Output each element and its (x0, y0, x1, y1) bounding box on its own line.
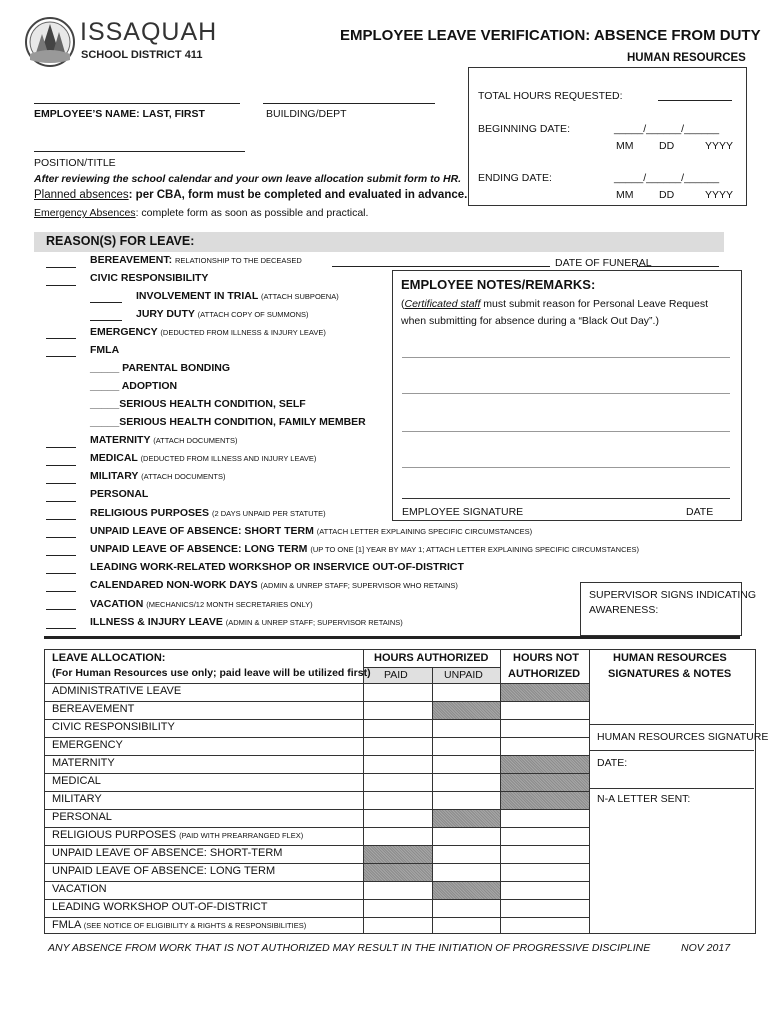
logo-district: SCHOOL DISTRICT 411 (81, 49, 203, 61)
date-box (468, 67, 747, 206)
checkbox-emergency[interactable] (46, 338, 76, 339)
employee-name-line[interactable] (34, 103, 240, 104)
hr-header-1: HUMAN RESOURCES (613, 652, 727, 664)
supervisor-line-2: AWARENESS: (589, 604, 659, 616)
hr-sig-line[interactable] (589, 724, 754, 725)
shade-admin-not-auth (501, 684, 589, 701)
not-authorized-header-1: HOURS NOT (513, 652, 579, 664)
planned-text: : per CBA, form must be completed and evaluated in advance. (128, 189, 468, 201)
alloc-row-military: MILITARY (52, 793, 102, 805)
position-label: POSITION/TITLE (34, 157, 116, 169)
alloc-row-unpaid-short: UNPAID LEAVE OF ABSENCE: SHORT-TERM (52, 847, 283, 859)
calendared-note: (ADMIN & UNREP STAFF; SUPERVISOR WHO RETAINS) (260, 581, 458, 590)
unpaid-long-note: (UP TO ONE [1] YEAR BY MAY 1; ATTACH LETTER EXPLAINING SPECIFIC CIRCUMSTANCES) (310, 545, 640, 554)
checkbox-bereavement[interactable] (46, 267, 76, 268)
alloc-row-unpaid-long: UNPAID LEAVE OF ABSENCE: LONG TERM (52, 865, 276, 877)
notes-line-4[interactable] (402, 467, 730, 468)
reason-parental[interactable]: _____ PARENTAL BONDING (90, 362, 231, 374)
shade-long-paid (364, 864, 432, 881)
unpaid-short-note: (ATTACH LETTER EXPLAINING SPECIFIC CIRCUMSTANCES) (316, 527, 533, 536)
emergency-note: (DEDUCTED FROM ILLNESS & INJURY LEAVE) (160, 328, 326, 337)
reason-jury (136, 308, 309, 320)
reason-adoption[interactable]: _____ ADOPTION (90, 380, 178, 392)
section-divider (44, 636, 740, 639)
reason-illness (90, 616, 403, 628)
emergency-text: : complete form as soon as possible and practical. (135, 207, 369, 219)
beginning-date-label: BEGINNING DATE: (478, 123, 570, 135)
religious-row-label: RELIGIOUS PURPOSES (52, 829, 177, 841)
footer-date: NOV 2017 (681, 942, 731, 954)
ending-date-field[interactable]: _____/______/______ (614, 172, 720, 184)
trial-note: (ATTACH SUBPOENA) (261, 292, 339, 301)
employee-name-label: EMPLOYEE’S NAME: LAST, FIRST (34, 108, 205, 120)
religious-row-note: (PAID WITH PREARRANGED FLEX) (179, 831, 304, 840)
shade-maternity-not-auth (501, 756, 589, 773)
fmla-row-note: (SEE NOTICE OF ELIGIBILITY & RIGHTS & RESPONSIBILITIES) (83, 921, 307, 930)
logo-name: ISSAQUAH (80, 18, 218, 46)
medical-note: (DEDUCTED FROM ILLNESS AND INJURY LEAVE) (140, 454, 317, 463)
hr-sig-bottom (589, 750, 754, 751)
na-letter-label[interactable]: N-A LETTER SENT: (597, 793, 691, 805)
alloc-row-line (44, 701, 590, 702)
reason-emergency (90, 326, 326, 338)
checkbox-vacation[interactable] (46, 609, 76, 610)
checkbox-jury[interactable] (90, 320, 122, 321)
medical-label: MEDICAL (90, 452, 138, 464)
paid-header: PAID (384, 669, 408, 681)
reason-personal: PERSONAL (90, 488, 149, 500)
employee-date-label: DATE (686, 506, 714, 518)
alloc-row-line (44, 863, 590, 864)
maternity-note: (ATTACH DOCUMENTS) (153, 436, 238, 445)
military-note: (ATTACH DOCUMENTS) (141, 472, 226, 481)
reason-serious-family[interactable]: _____SERIOUS HEALTH CONDITION, FAMILY MEMBER (90, 416, 366, 428)
shade-bereavement-unpaid (433, 702, 500, 719)
alloc-row-line (44, 719, 590, 720)
building-line[interactable] (263, 103, 435, 104)
checkbox-medical[interactable] (46, 465, 76, 466)
notes-cert-text (401, 298, 708, 310)
reasons-header: REASON(S) FOR LEAVE: (46, 234, 195, 248)
religious-label: RELIGIOUS PURPOSES (90, 507, 210, 519)
checkbox-maternity[interactable] (46, 447, 76, 448)
notes-text-2: when submitting for absence during a “Black Out Day”.) (401, 315, 659, 327)
employee-signature-label: EMPLOYEE SIGNATURE (402, 506, 524, 518)
reason-military (90, 470, 225, 482)
dd-label-2: DD (659, 189, 675, 201)
alloc-row-admin: ADMINISTRATIVE LEAVE (52, 685, 182, 697)
building-label: BUILDING/DEPT (266, 108, 347, 120)
jury-label: JURY DUTY (136, 308, 195, 320)
alloc-row-workshop: LEADING WORKSHOP OUT-OF-DISTRICT (52, 901, 268, 913)
checkbox-calendared[interactable] (46, 591, 76, 592)
funeral-label: DATE OF FUNERAL (555, 257, 652, 269)
checkbox-fmla[interactable] (46, 356, 76, 357)
alloc-row-line (44, 827, 590, 828)
alloc-row-emergency: EMERGENCY (52, 739, 123, 751)
jury-note: (ATTACH COPY OF SUMMONS) (197, 310, 309, 319)
yyyy-label: YYYY (705, 140, 734, 152)
alloc-row-maternity: MATERNITY (52, 757, 115, 769)
position-line[interactable] (34, 151, 245, 152)
reason-civic: CIVIC RESPONSIBILITY (90, 272, 209, 284)
notes-line-3[interactable] (402, 431, 730, 432)
signature-line[interactable] (402, 498, 730, 499)
dd-label: DD (659, 140, 675, 152)
department-label: HUMAN RESOURCES (627, 52, 746, 64)
checkbox-civic[interactable] (46, 285, 76, 286)
alloc-row-line (44, 917, 590, 918)
checkbox-unpaid-long[interactable] (46, 555, 76, 556)
alloc-row-bereavement: BEREAVEMENT (52, 703, 135, 715)
checkbox-military[interactable] (46, 483, 76, 484)
alloc-row-line (44, 881, 590, 882)
alloc-row-line (44, 845, 590, 846)
vacation-note: (MECHANICS/12 MONTH SECRETARIES ONLY) (146, 600, 313, 609)
bereavement-label: BEREAVEMENT: (90, 254, 173, 266)
reason-medical (90, 452, 316, 464)
ending-date-label: ENDING DATE: (478, 172, 552, 184)
total-hours-field[interactable] (658, 100, 732, 101)
reason-fmla: FMLA (90, 344, 120, 356)
checkbox-personal[interactable] (46, 501, 76, 502)
alloc-row-line (44, 809, 590, 810)
shade-medical-not-auth (501, 774, 589, 791)
reason-vacation (90, 598, 313, 610)
hr-signature-label: HUMAN RESOURCES SIGNATURE (597, 731, 769, 743)
reason-bereavement (90, 254, 302, 266)
checkbox-religious[interactable] (46, 519, 76, 520)
religious-note: (2 DAYS UNPAID PER STATUTE) (211, 509, 326, 518)
hours-authorized-header: HOURS AUTHORIZED (374, 652, 489, 664)
notes-open-paren: ( (401, 298, 405, 310)
funeral-date-field[interactable] (637, 266, 719, 267)
hr-date-bottom (589, 788, 754, 789)
checkbox-illness[interactable] (46, 628, 76, 629)
alloc-row-religious (52, 829, 303, 841)
instructions-text: After reviewing the school calendar and your own leave allocation submit form to HR. (34, 173, 462, 185)
beginning-date-field[interactable]: _____/______/______ (614, 123, 720, 135)
mm-label-2: MM (616, 189, 634, 201)
illness-note: (ADMIN & UNREP STAFF; SUPERVISOR RETAINS) (225, 618, 403, 627)
unpaid-header: UNPAID (444, 669, 483, 681)
unpaid-long-label: UNPAID LEAVE OF ABSENCE: LONG TERM (90, 543, 308, 555)
checkbox-workshop[interactable] (46, 573, 76, 574)
page-title: EMPLOYEE LEAVE VERIFICATION: ABSENCE FROM DUTY (340, 27, 761, 44)
reason-unpaid-short (90, 525, 532, 537)
notes-cert-label: Certificated staff (404, 298, 481, 310)
emergency-label: Emergency Absences (34, 207, 136, 219)
hr-header-2: SIGNATURES & NOTES (608, 668, 732, 680)
checkbox-trial[interactable] (90, 302, 122, 303)
alloc-row-civic: CIVIC RESPONSIBILITY (52, 721, 175, 733)
bereavement-note: RELATIONSHIP TO THE DECEASED (174, 256, 302, 265)
mm-label: MM (616, 140, 634, 152)
emergency-reason-label: EMERGENCY (90, 326, 158, 338)
illness-label: ILLNESS & INJURY LEAVE (90, 616, 223, 628)
military-label: MILITARY (90, 470, 139, 482)
unpaid-short-label: UNPAID LEAVE OF ABSENCE: SHORT TERM (90, 525, 314, 537)
allocation-header: LEAVE ALLOCATION: (52, 652, 166, 664)
fmla-row-label: FMLA (52, 919, 81, 931)
calendared-label: CALENDARED NON-WORK DAYS (90, 579, 258, 591)
alloc-row-line (44, 899, 590, 900)
reason-trial (136, 290, 339, 302)
alloc-row-personal: PERSONAL (52, 811, 112, 823)
planned-absences-text (34, 189, 467, 201)
planned-label: Planned absences (34, 189, 129, 201)
reason-maternity (90, 434, 238, 446)
maternity-label: MATERNITY (90, 434, 151, 446)
shade-personal-unpaid (433, 810, 500, 827)
reason-workshop: LEADING WORK-RELATED WORKSHOP OR INSERVICE OUT-OF-DISTRICT (90, 561, 464, 573)
checkbox-unpaid-short[interactable] (46, 537, 76, 538)
hr-date-label[interactable]: DATE: (597, 757, 628, 769)
trial-label: INVOLVEMENT IN TRIAL (136, 290, 259, 302)
yyyy-label-2: YYYY (705, 189, 734, 201)
alloc-row-vacation: VACATION (52, 883, 107, 895)
not-authorized-header-2: AUTHORIZED (508, 668, 581, 680)
notes-line-2[interactable] (402, 393, 730, 394)
notes-header: EMPLOYEE NOTES/REMARKS: (401, 277, 596, 292)
district-logo (24, 16, 218, 70)
alloc-row-medical: MEDICAL (52, 775, 101, 787)
vacation-label: VACATION (90, 598, 144, 610)
relationship-field[interactable] (332, 266, 550, 267)
shade-vacation-unpaid (433, 882, 500, 899)
alloc-row-line (44, 737, 590, 738)
total-hours-label: TOTAL HOURS REQUESTED: (478, 90, 623, 102)
paid-unpaid-divider (432, 668, 433, 683)
reason-unpaid-long (90, 543, 639, 555)
reason-calendared (90, 579, 458, 591)
notes-text-1: must submit reason for Personal Leave Request (480, 298, 708, 310)
shade-military-not-auth (501, 792, 589, 809)
supervisor-line-1: SUPERVISOR SIGNS INDICATING (589, 589, 757, 601)
footer-warning: ANY ABSENCE FROM WORK THAT IS NOT AUTHORIZED MAY RESULT IN THE INITIATION OF PROGRESSIVE DISCIPLINE (48, 942, 651, 954)
emergency-absences-text (34, 207, 368, 219)
reason-serious-self[interactable]: _____SERIOUS HEALTH CONDITION, SELF (90, 398, 306, 410)
alloc-row-fmla (52, 919, 306, 931)
shade-short-paid (364, 846, 432, 863)
reason-religious (90, 507, 326, 519)
tree-seal-icon (24, 16, 76, 68)
allocation-subheader: (For Human Resources use only; paid leave will be utilized first) (52, 667, 371, 679)
notes-line-1[interactable] (402, 357, 730, 358)
